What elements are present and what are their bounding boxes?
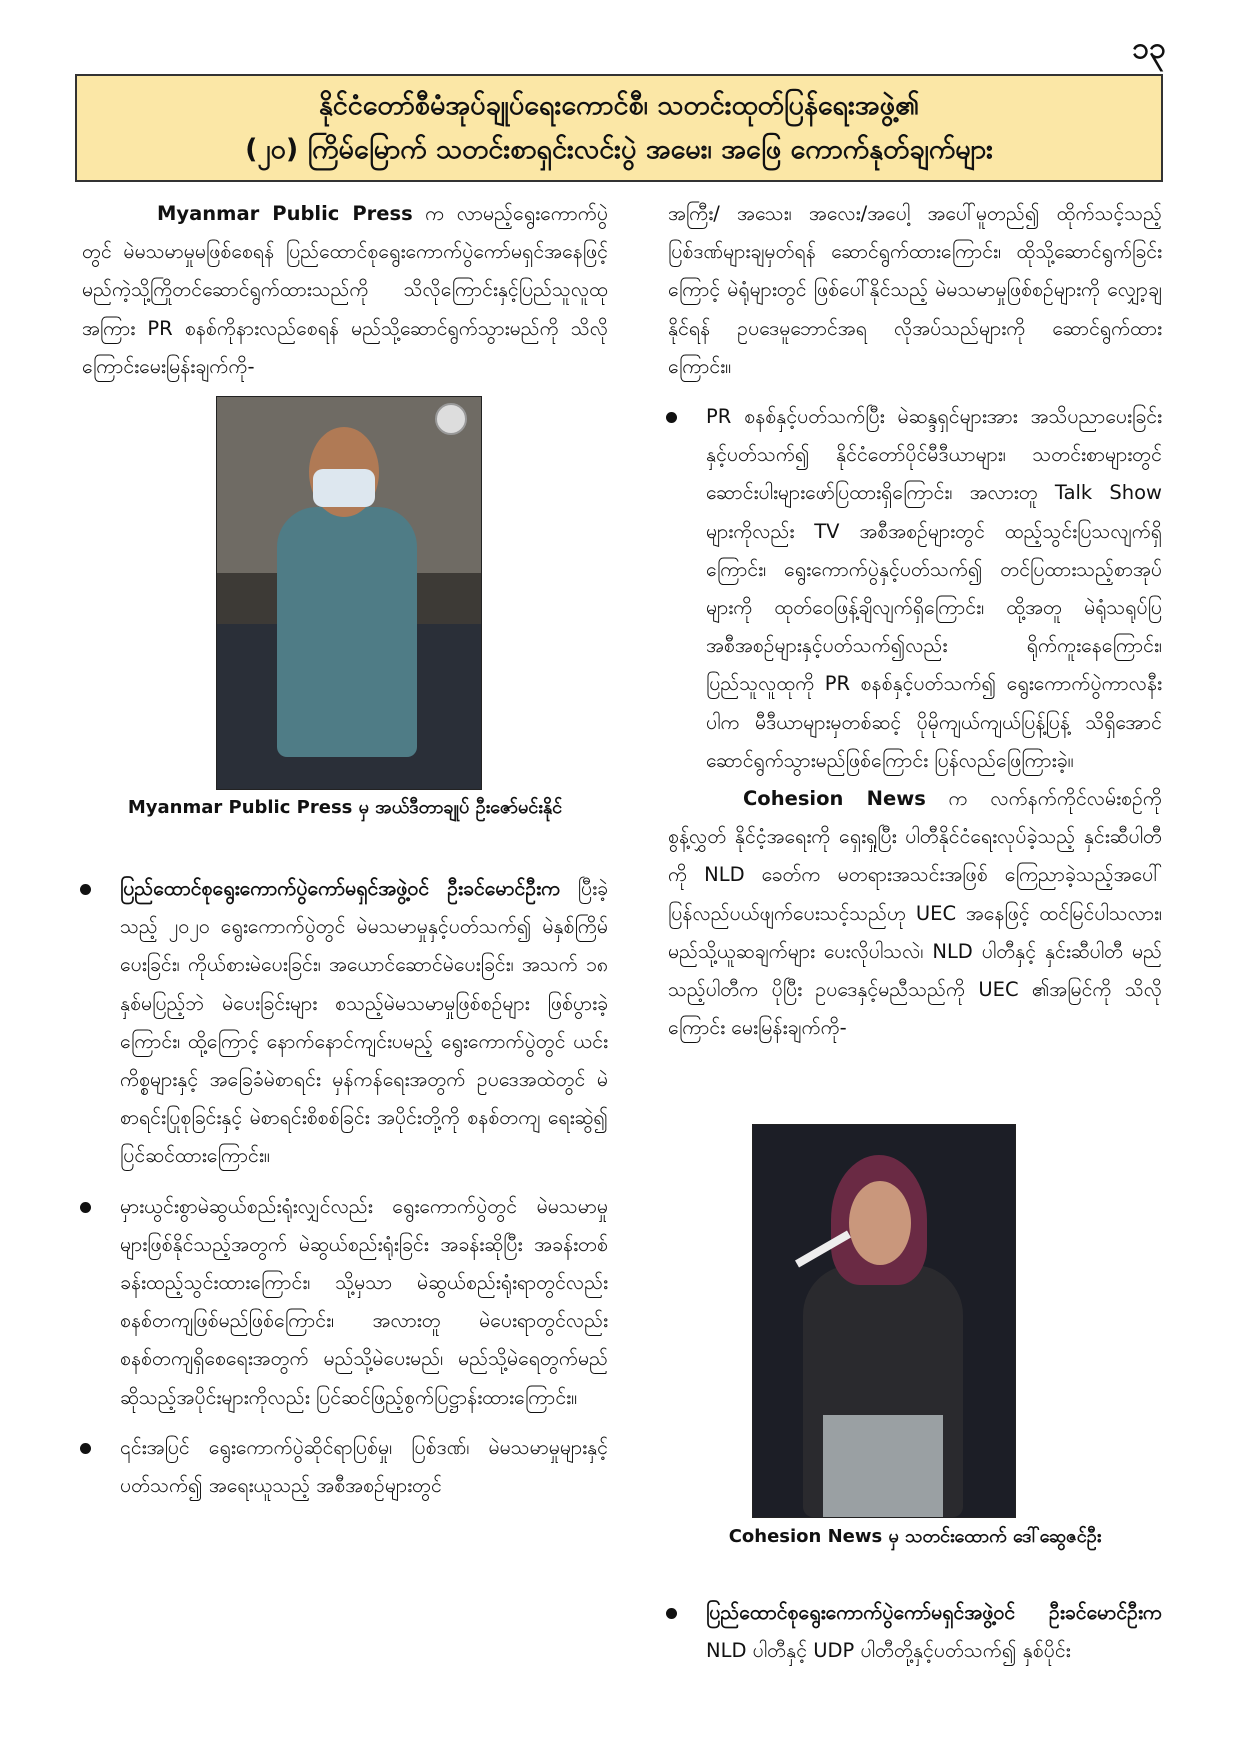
page-number: ၁၃ — [1132, 31, 1166, 66]
continued-answer-text: အကြီး/ အသေး၊ အလေး/အပေါ့ အပေါ်မူတည်၍ ထိုက်သင့်သည့် ပြစ်ဒဏ်များချမှတ်ရန် ဆောင်ရွက်ထားကြောင်း၊ ထိုသို့ဆောင်ရွက်ခြင်းကြောင့် မဲရုံများတွင် ဖြစ်ပေါ်နိုင်သည့် မဲမသမာမှုဖြစ်စဉ်များကို လျှော့ချနိုင်ရန် ဥပဒေမူဘောင်အရ လိုအပ်သည်များကို ဆောင်ရွက်ထားကြောင်း။ — [668, 202, 1162, 378]
intro-paragraph-2 — [668, 780, 1162, 1047]
person-figure — [277, 507, 417, 757]
photo-reporter — [752, 1124, 1016, 1518]
intro2-question-text: က လက်နက်ကိုင်လမ်းစဉ်ကို စွန့်လွှတ် နိုင်ငံ့အရေးကို ရှေးရှုပြီး ပါတီနိုင်ငံရေးလုပ်ခဲ့သည့် နှင်းဆီပါတီကို NLD ခေတ်က မတရားအသင်းအဖြစ် ကြေညာခဲ့သည့်အပေါ် ပြန်လည်ပယ်ဖျက်ပေးသင့်သည်ဟု UEC အနေဖြင့် ထင်မြင်ပါသလား၊ မည်သို့ယူဆချက်များ ပေးလိုပါသလဲ၊ NLD ပါတီနှင့် နှင်းဆီပါတီ မည်သည့်ပါတီက ပိုပြီး ဥပဒေနှင့်မညီသည်ကို UEC ၏အမြင်ကို သိလိုကြောင်း မေးမြန်းချက်ကို- — [668, 787, 1162, 1040]
photo-caption-2: Cohesion News မှ သတင်းထောက် ဒေါ်ဆွေဇင်ဦး — [728, 1526, 1102, 1547]
bullet-answer-2 — [82, 1188, 608, 1417]
person-face — [849, 1181, 911, 1265]
photo-editor-in-chief — [216, 396, 482, 790]
bullet-5-speaker: ပြည်ထောင်စုရွေးကောက်ပွဲကော်မရှင်အဖွဲ့ဝင် ဦးခင်မောင်ဦးက — [706, 1601, 1162, 1624]
bullet-dot-icon — [80, 1443, 91, 1454]
bullet-answer-4 — [668, 398, 1162, 780]
intro-question-text: က လာမည့်ရွေးကောက်ပွဲတွင် မဲမသမာမှုမဖြစ်စေရန် ပြည်ထောင်စုရွေးကောက်ပွဲကော်မရှင်အနေဖြင့် မည်ကဲ့သို့ကြိုတင်ဆောင်ရွက်ထားသည်ကို သိလိုကြောင်းနှင့်ပြည်သူလူထုအကြား PR စနစ်ကိုနားလည်စေရန် မည်သို့ဆောင်ရွက်သွားမည်ကို သိလိုကြောင်းမေးမြန်းချက်ကို- — [82, 202, 608, 378]
bullet-1-text: ပြီးခဲ့သည့် ၂၀၂၀ ရွေးကောက်ပွဲတွင် မဲမသမာမှုနှင့်ပတ်သက်၍ မဲနှစ်ကြိမ်ပေးခြင်း၊ ကိုယ်စားမဲပေးခြင်း၊ အယောင်ဆောင်မဲပေးခြင်း၊ အသက် ၁၈ နှစ်မပြည့်ဘဲ မဲပေးခြင်းများ စသည့်မဲမသမာမှုဖြစ်စဉ်များ ဖြစ်ပွားခဲ့ကြောင်း၊ ထို့ကြောင့် နောက်နောင်ကျင်းပမည့် ရွေးကောက်ပွဲတွင် ယင်းကိစ္စများနှင့် အခြေခံမဲစာရင်း မှန်ကန်ရေးအတွက် ဥပဒေအထဲတွင် မဲစာရင်းပြုစုခြင်းနှင့် မဲစာရင်းစိစစ်ခြင်း အပိုင်းတို့ကို စနစ်တကျ ရေးဆွဲ၍ ပြင်ဆင်ထားကြောင်း။ — [120, 877, 608, 1168]
article-title-box — [75, 74, 1163, 182]
bullet-dot-icon — [666, 1608, 677, 1619]
left-column-intro — [82, 195, 608, 385]
wall-clock-icon — [435, 403, 467, 435]
bullet-dot-icon — [666, 412, 677, 423]
person-skirt — [823, 1415, 943, 1517]
intro-outlet-name: Myanmar Public Press — [157, 202, 413, 225]
article-title-line-1: နိုင်ငံတော်စီမံအုပ်ချုပ်ရေးကောင်စီ၊ သတင်းထုတ်ပြန်ရေးအဖွဲ့၏ — [318, 90, 920, 121]
left-column-bullets — [82, 870, 608, 1505]
bullet-answer-1 — [82, 870, 608, 1176]
bullet-answer-3 — [82, 1429, 608, 1505]
intro2-outlet-name: Cohesion News — [743, 787, 926, 811]
bullet-answer-5 — [668, 1594, 1162, 1670]
right-column-bottom — [668, 1594, 1162, 1670]
bullet-dot-icon — [80, 884, 91, 895]
bullet-2-text: မှားယွင်းစွာမဲဆွယ်စည်းရုံးလျှင်လည်း ရွေးကောက်ပွဲတွင် မဲမသမာမှုများဖြစ်နိုင်သည့်အတွက် မဲဆွယ်စည်းရုံးခြင်း အခန်းဆိုပြီး အခန်းတစ်ခန်းထည့်သွင်းထားကြောင်း၊ သို့မှသာ မဲဆွယ်စည်းရုံးရာတွင်လည်း စနစ်တကျဖြစ်မည်ဖြစ်ကြောင်း၊ အလားတူ မဲပေးရာတွင်လည်း စနစ်တကျရှိစေရေးအတွက် မည်သို့မဲပေးမည်၊ မည်သို့မဲရေတွက်မည် ဆိုသည့်အပိုင်းများကိုလည်း ပြင်ဆင်ဖြည့်စွက်ပြဋ္ဌာန်းထားကြောင်း။ — [120, 1194, 608, 1409]
article-title-line-2: (၂၀) ကြိမ်မြောက် သတင်းစာရှင်းလင်းပွဲ အမေး၊ အဖြေ ကောက်နုတ်ချက်များ — [245, 134, 993, 165]
bullet-5-text: NLD ပါတီနှင့် UDP ပါတီတို့နှင့်ပတ်သက်၍ နှစ်ပိုင်း — [706, 1639, 1071, 1663]
bullet-3-text: ၎င်းအပြင် ရွေးကောက်ပွဲဆိုင်ရာပြစ်မှု၊ ပြစ်ဒဏ်၊ မဲမသမာမှုများနှင့်ပတ်သက်၍ အရေးယူသည့် အစီအစဉ်များတွင် — [120, 1435, 608, 1498]
intro-paragraph-1 — [82, 195, 608, 386]
photo-caption-1: Myanmar Public Press မှ အယ်ဒီတာချုပ် ဦးဇော်မင်းနိုင် — [127, 797, 563, 818]
right-column-top — [668, 195, 1162, 1047]
bullet-dot-icon — [80, 1202, 91, 1213]
face-mask — [313, 469, 375, 507]
bullet-4-text: PR စနစ်နှင့်ပတ်သက်ပြီး မဲဆန္ဒရှင်များအား အသိပညာပေးခြင်းနှင့်ပတ်သက်၍ နိုင်ငံတော်ပိုင်မီဒီယာများ၊ သတင်းစာများတွင် ဆောင်းပါးများဖော်ပြထားရှိကြောင်း၊ အလားတူ Talk Show များကိုလည်း TV အစီအစဉ်များတွင် ထည့်သွင်းပြသလျက်ရှိကြောင်း၊ ရွေးကောက်ပွဲနှင့်ပတ်သက်၍ တင်ပြထားသည့်စာအုပ်များကို ထုတ်ဝေဖြန့်ချိလျက်ရှိကြောင်း၊ ထို့အတူ မဲရုံသရုပ်ပြအစီအစဉ်များနှင့်ပတ်သက်၍လည်း ရိုက်ကူးနေကြောင်း၊ ပြည်သူလူထုကို PR စနစ်နှင့်ပတ်သက်၍ ရွေးကောက်ပွဲကာလနီးပါက မီဒီယာများမှတစ်ဆင့် ပိုမိုကျယ်ကျယ်ပြန့်ပြန့် သိရှိအောင် ဆောင်ရွက်သွားမည်ဖြစ်ကြောင်း ပြန်လည်ဖြေကြားခဲ့။ — [706, 405, 1162, 772]
bullet-1-speaker: ပြည်ထောင်စုရွေးကောက်ပွဲကော်မရှင်အဖွဲ့ဝင် ဦးခင်မောင်ဦးက — [120, 877, 561, 900]
